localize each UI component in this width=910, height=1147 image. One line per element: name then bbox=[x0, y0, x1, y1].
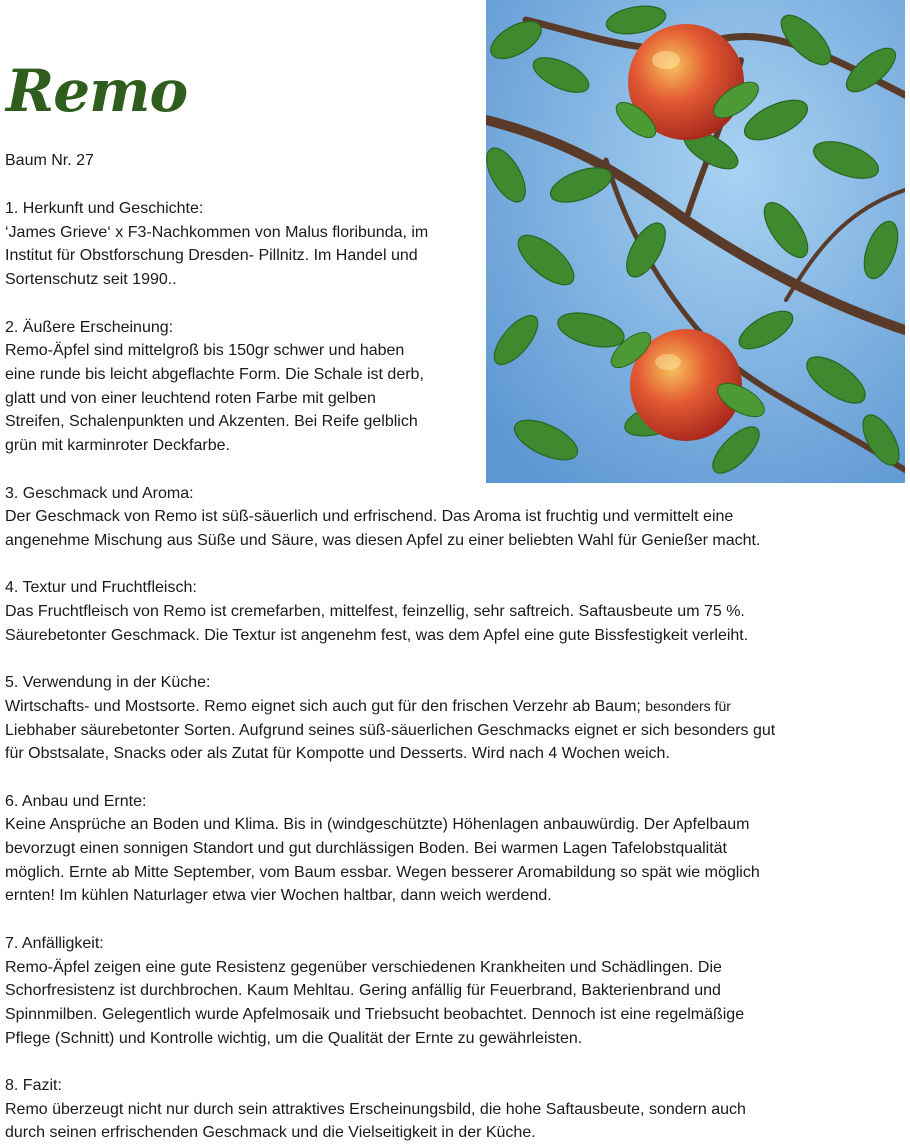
section-8-line: durch seinen erfrischenden Geschmack und die Vielseitigkeit in der Küche. bbox=[5, 1124, 536, 1142]
section-1-line: Sortenschutz seit 1990.. bbox=[5, 271, 177, 289]
section-5-line: für Obstsalate, Snacks oder als Zutat für Kompotte und Desserts. Wird nach 4 Wochen weich. bbox=[5, 745, 670, 763]
section-4-line: Das Fruchtfleisch von Remo ist cremefarben, mittelfest, feinzellig, sehr saftreich. Saftausbeute um 75 %. bbox=[5, 603, 745, 620]
section-3-line: angenehme Mischung aus Süße und Säure, was diesen Apfel zu einer beliebten Wahl für Genießer macht. bbox=[5, 531, 761, 549]
section-6-heading: 6. Anbau und Ernte: bbox=[5, 792, 147, 810]
section-7-line: Remo-Äpfel zeigen eine gute Resistenz gegenüber verschiedenen Krankheiten und Schädlingen. Die bbox=[5, 958, 722, 976]
section-5-line-main: Wirtschafts- und Mostsorte. Remo eignet sich auch gut für den frischen Verzehr ab Baum; bbox=[5, 697, 646, 715]
section-6-line: möglich. Ernte ab Mitte September, vom Baum essbar. Wegen besserer Aromabildung so spät wie möglich bbox=[5, 863, 760, 881]
section-1-line: ‘James Grieve‘ x F3-Nachkommen von Malus floribunda, im bbox=[5, 223, 429, 241]
section-5-line: Liebhaber säurebetonter Sorten. Aufgrund seines süß-säuerlichen Geschmacks eignet er sich besonders gut bbox=[5, 721, 776, 739]
apple-tree-illustration bbox=[486, 0, 905, 483]
section-8-heading: 8. Fazit: bbox=[5, 1077, 62, 1094]
section-6-line: bevorzugt einen sonnigen Standort und gut durchlässigen Boden. Bei warmen Lagen Tafelobstqualität bbox=[5, 840, 727, 857]
section-5-heading: 5. Verwendung in der Küche: bbox=[5, 674, 211, 692]
section-2-line: glatt und von einer leuchtend roten Farbe mit gelben bbox=[5, 389, 376, 407]
section-2-line: Streifen, Schalenpunkten und Akzenten. Bei Reife gelblich bbox=[5, 413, 418, 431]
section-2-heading: 2. Äußere Erscheinung: bbox=[5, 318, 174, 336]
section-7-line: Spinnmilben. Gelegentlich wurde Apfelmosaik und Triebsucht beobachtet. Dennoch ist eine regelmäßige bbox=[5, 1005, 745, 1023]
section-2-line: eine runde bis leicht abgeflachte Form. Die Schale ist derb, bbox=[5, 365, 424, 383]
section-1-heading: 1. Herkunft und Geschichte: bbox=[5, 200, 204, 217]
tree-number: Baum Nr. 27 bbox=[5, 152, 94, 169]
section-3-heading: 3. Geschmack und Aroma: bbox=[5, 484, 194, 502]
section-7-heading: 7. Anfälligkeit: bbox=[5, 934, 104, 952]
section-2-line: Remo-Äpfel sind mittelgroß bis 150gr schwer und haben bbox=[5, 342, 405, 360]
section-5-line bbox=[5, 695, 731, 719]
section-2-line: grün mit karminroter Deckfarbe. bbox=[5, 437, 230, 454]
section-5-line-small: besonders für bbox=[645, 697, 731, 714]
section-7-line: Schorfresistenz ist durchbrochen. Kaum Mehltau. Gering anfällig für Feuerbrand, Bakterienbrand und bbox=[5, 982, 721, 1000]
section-6-line: Keine Ansprüche an Boden und Klima. Bis in (windgeschützte) Höhenlagen anbauwürdig. Der Apfelbaum bbox=[5, 816, 750, 834]
section-7-line: Pflege (Schnitt) und Kontrolle wichtig, um die Qualität der Ernte zu gewährleisten. bbox=[5, 1029, 583, 1047]
section-1-line: Institut für Obstforschung Dresden- Pillnitz. Im Handel und bbox=[5, 247, 418, 265]
page-title: Remo bbox=[6, 57, 188, 125]
section-8-line: Remo überzeugt nicht nur durch sein attraktives Erscheinungsbild, die hohe Saftausbeute, sondern auch bbox=[5, 1100, 746, 1118]
section-4-line: Säurebetonter Geschmack. Die Textur ist angenehm fest, was dem Apfel eine gute Bissfestigkeit verleiht. bbox=[5, 626, 749, 644]
apple-tree-photo bbox=[486, 0, 905, 483]
section-6-line: ernten! Im kühlen Naturlager etwa vier Wochen haltbar, dann weich werdend. bbox=[5, 887, 552, 905]
section-4-heading: 4. Textur und Fruchtfleisch: bbox=[5, 579, 197, 597]
section-3-line: Der Geschmack von Remo ist süß-säuerlich und erfrischend. Das Aroma ist fruchtig und vermittelt eine bbox=[5, 508, 734, 526]
